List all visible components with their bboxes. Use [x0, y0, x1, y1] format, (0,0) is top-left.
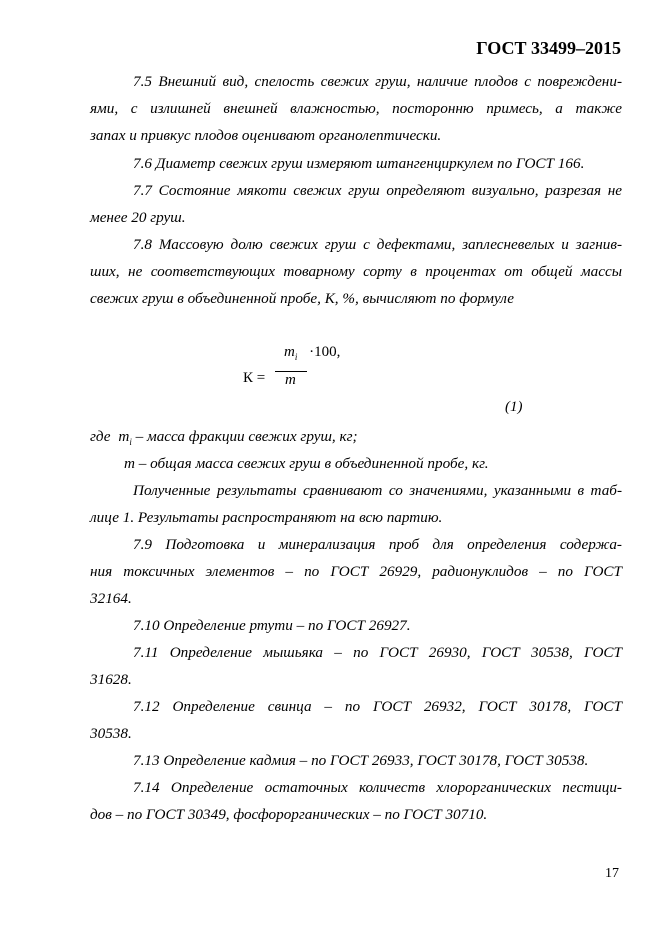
paragraph-7-7-line-1: 7.7 Состояние мякоти свежих груш определяют визуально, разрезая не [133, 182, 622, 199]
formula-number: (1) [505, 399, 523, 415]
paragraph-7-12-line-2: 30538. [90, 725, 132, 742]
paragraph-7-7-line-2: менее 20 груш. [90, 209, 186, 226]
formula-lhs: К = [243, 370, 266, 386]
formula-numerator [284, 344, 340, 362]
paragraph-7-8-line-1: 7.8 Массовую долю свежих груш с дефектами, заплесневелых и загнив- [133, 236, 622, 253]
paragraph-7-6: 7.6 Диаметр свежих груш измеряют штангенциркулем по ГОСТ 166. [133, 155, 585, 172]
results-line-2: лице 1. Результаты распространяют на всю партию. [90, 509, 443, 526]
paragraph-7-12-line-1: 7.12 Определение свинца – по ГОСТ 26932, ГОСТ 30178, ГОСТ [133, 698, 622, 715]
paragraph-7-5-line-1: 7.5 Внешний вид, спелость свежих груш, наличие плодов с повреждени- [133, 73, 622, 90]
formula-numerator-rest: ·100, [309, 344, 341, 360]
where-definition: – масса фракции свежих груш, кг; [135, 428, 358, 445]
where-line-2: m – общая масса свежих груш в объединенной пробе, кг. [124, 455, 489, 472]
page-number: 17 [605, 866, 619, 881]
paragraph-7-5-line-3: запах и привкус плодов оценивают органолептически. [90, 127, 442, 144]
paragraph-7-14-line-2: дов – по ГОСТ 30349, фосфорорганических – по ГОСТ 30710. [90, 806, 488, 823]
paragraph-7-11-line-1: 7.11 Определение мышьяка – по ГОСТ 26930, ГОСТ 30538, ГОСТ [133, 644, 622, 661]
paragraph-7-11-line-2: 31628. [90, 671, 132, 688]
paragraph-7-5-line-2: ями, с излишней внешней влажностью, посторонню примесь, а также [90, 100, 622, 117]
paragraph-7-10: 7.10 Определение ртути – по ГОСТ 26927. [133, 617, 411, 634]
formula-denominator: m [285, 372, 296, 388]
where-prefix: где [90, 428, 111, 445]
formula-numerator-subscript: i [294, 352, 298, 362]
where-var: m [118, 428, 130, 445]
formula-numerator-var: m [284, 344, 295, 360]
paragraph-7-8-line-2: ших, не соответствующих товарному сорту в процентах от общей массы [90, 263, 622, 280]
paragraph-7-13: 7.13 Определение кадмия – по ГОСТ 26933, ГОСТ 30178, ГОСТ 30538. [133, 752, 589, 769]
where-line-1 [90, 427, 622, 452]
paragraph-7-14-line-1: 7.14 Определение остаточных количеств хлорорганических пестици- [133, 779, 622, 796]
paragraph-7-9-line-2: ния токсичных элементов – по ГОСТ 26929, радионуклидов – по ГОСТ [90, 563, 622, 580]
document-header: ГОСТ 33499–2015 [476, 38, 621, 58]
paragraph-7-9-line-1: 7.9 Подготовка и минерализация проб для определения содержа- [133, 536, 622, 553]
results-line-1: Полученные результаты сравнивают со значениями, указанными в таб- [133, 482, 622, 499]
paragraph-7-8-line-3: свежих груш в объединенной пробе, К, %, вычисляют по формуле [90, 290, 515, 307]
paragraph-7-9-line-3: 32164. [90, 590, 132, 607]
where-var-subscript: i [129, 437, 132, 448]
